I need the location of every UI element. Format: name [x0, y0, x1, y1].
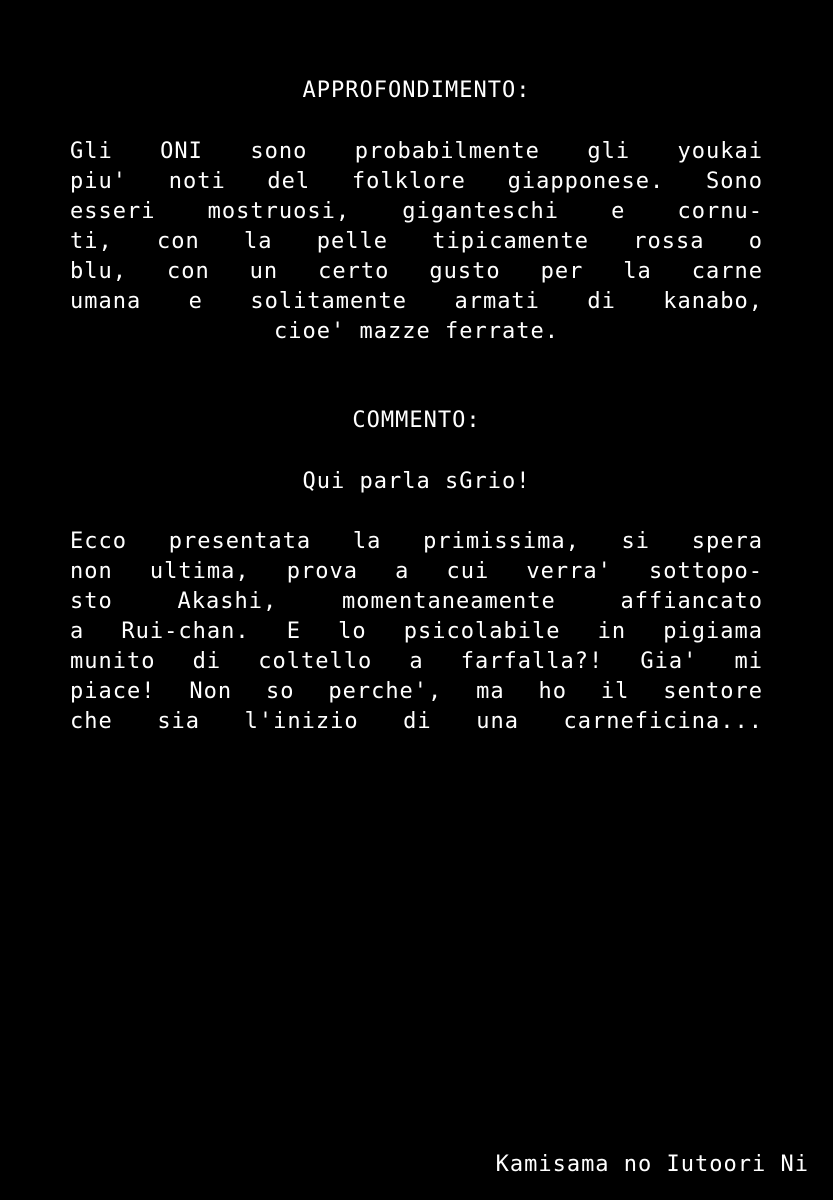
text-line: a Rui-chan. E lo psicolabile in pigiama	[70, 619, 763, 644]
text-line: non ultima, prova a cui verra' sottopo-	[70, 559, 763, 584]
text-line: Gli ONI sono probabilmente gli youkai	[70, 139, 763, 164]
text-line: piu' noti del folklore giapponese. Sono	[70, 169, 763, 194]
text-line: che sia l'inizio di una carneficina...	[70, 709, 763, 734]
text-line: Ecco presentata la primissima, si spera	[70, 529, 763, 554]
paragraph-commento	[70, 527, 763, 737]
paragraph-approfondimento	[70, 137, 763, 347]
text-line: sto Akashi, momentaneamente affiancato	[70, 589, 763, 614]
text-line: cioe' mazze ferrate.	[274, 319, 559, 344]
text-line: munito di coltello a farfalla?! Gia' mi	[70, 649, 763, 674]
text-line: umana e solitamente armati di kanabo,	[70, 289, 763, 314]
text-line: ti, con la pelle tipicamente rossa o	[70, 229, 763, 254]
text-line: blu, con un certo gusto per la carne	[70, 259, 763, 284]
section-heading-commento: COMMENTO:	[352, 408, 481, 433]
section-heading-approfondimento: APPROFONDIMENTO:	[302, 78, 531, 103]
series-credit: Kamisama no Iutoori Ni	[495, 1152, 809, 1177]
text-line: piace! Non so perche', ma ho il sentore	[70, 679, 763, 704]
intro-line: Qui parla sGrio!	[302, 469, 531, 494]
text-line: esseri mostruosi, giganteschi e cornu-	[70, 199, 763, 224]
